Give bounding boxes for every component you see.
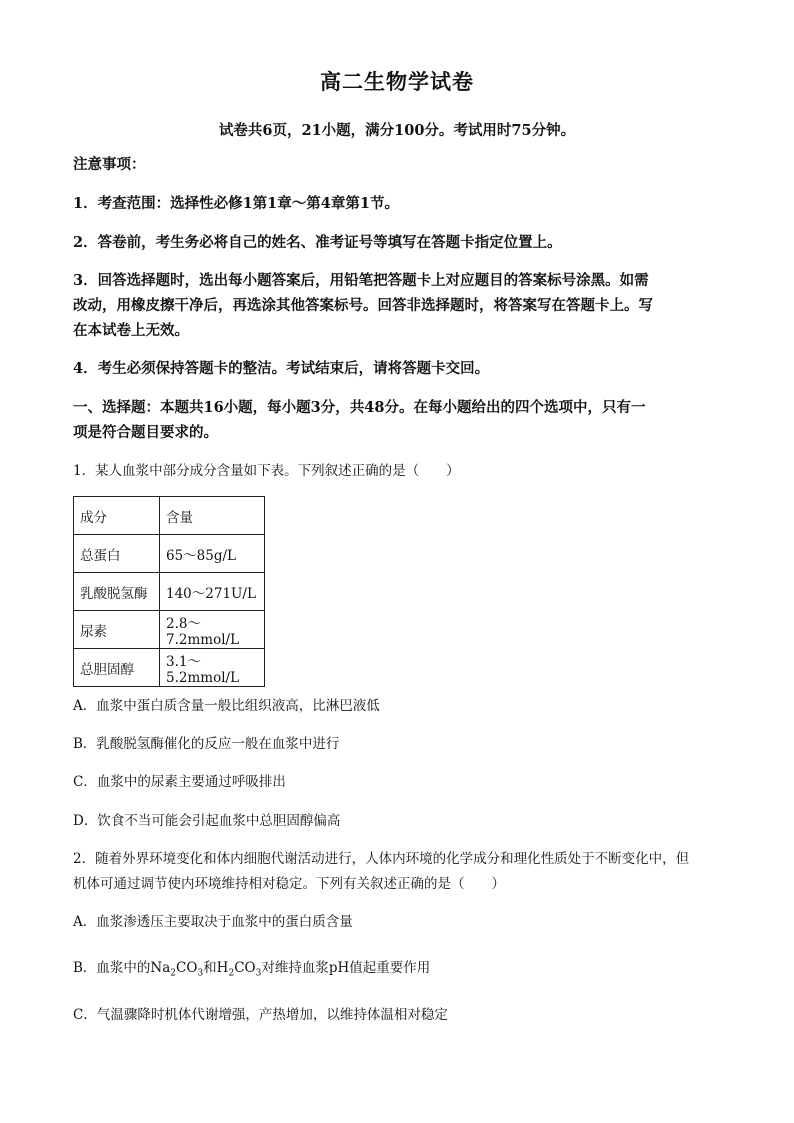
formula-sub: 2 [170,968,177,979]
question-1-stem: 1．某人血浆中部分成分含量如下表。下列叙述正确的是（ ） [73,463,460,479]
table-row [74,611,265,649]
table-cell: 总胆固醇 [74,649,160,687]
question-1-option-b: B．乳酸脱氢酶催化的反应一般在血浆中进行 [73,736,340,752]
question-1-option-c: C．血浆中的尿素主要通过呼吸排出 [73,774,286,790]
notice-item-2: 2．答卷前，考生务必将自己的姓名、准考证号等填写在答题卡指定位置上。 [73,234,562,251]
table-header-cell: 含量 [160,497,265,535]
question-2-stem-line2: 机体可通过调节使内环境维持相对稳定。下列有关叙述正确的是（ ） [73,876,505,892]
option-b-and: 和 [203,960,217,976]
formula-sub: 3 [255,968,262,979]
section1-heading-line1: 一、选择题：本题共16小题，每小题3分，共48分。在每小题给出的四个选项中，只有一 [73,399,646,416]
formula-h: H [216,960,229,976]
notice-item-3-line3: 在本试卷上无效。 [73,322,189,339]
question-1-option-d: D．饮食不当可能会引起血浆中总胆固醇偏高 [73,813,341,829]
table-header-cell: 成分 [74,497,160,535]
table-cell: 总蛋白 [74,535,160,573]
table-cell: 尿素 [74,611,160,649]
notice-item-3-line1: 3．回答选择题时，选出每小题答案后，用铅笔把答题卡上对应题目的答案标号涂黑。如需 [73,272,649,289]
table-cell: 3.1～5.2mmol/L [160,649,265,687]
formula-co: CO [234,960,256,976]
table-row [74,573,265,611]
table-cell: 2.8～7.2mmol/L [160,611,265,649]
table-cell: 乳酸脱氢酶 [74,573,160,611]
exam-title: 高二生物学试卷 [320,69,474,94]
notice-heading: 注意事项： [73,156,146,173]
question-2-stem-line1: 2．随着外界环境变化和体内细胞代谢活动进行，人体内环境的化学成分和理化性质处于不断变化中，但 [73,851,690,867]
table-header-row [74,497,265,535]
plasma-composition-table [73,496,265,687]
table-cell: 140～271U/L [160,573,265,611]
formula-co: CO [176,960,198,976]
notice-item-1: 1．考查范围：选择性必修1第1章～第4章第1节。 [73,195,399,212]
question-1-option-a: A．血浆中蛋白质含量一般比组织液高，比淋巴液低 [73,698,380,714]
table-row [74,649,265,687]
option-b-prefix: B．血浆中的 [73,960,151,976]
question-2-option-a: A．血浆渗透压主要取决于血浆中的蛋白质含量 [73,914,353,930]
question-2-option-c: C．气温骤降时机体代谢增强，产热增加，以维持体温相对稳定 [73,1007,448,1023]
option-b-suffix: 对维持血浆pH值起重要作用 [261,960,431,976]
table-row [74,535,265,573]
question-2-option-b [73,955,723,987]
formula-sub: 2 [228,968,235,979]
notice-item-4: 4．考生必须保持答题卡的整洁。考试结束后，请将答题卡交回。 [73,360,490,377]
formula-na: Na [150,960,171,976]
table-cell: 65～85g/L [160,535,265,573]
exam-subtitle: 试卷共6页，21小题，满分100分。考试用时75分钟。 [218,122,576,139]
section1-heading-line2: 项是符合题目要求的。 [73,424,218,441]
formula-sub: 3 [197,968,204,979]
notice-item-3-line2: 改动，用橡皮擦干净后，再选涂其他答案标号。回答非选择题时，将答案写在答题卡上。写 [73,297,653,314]
